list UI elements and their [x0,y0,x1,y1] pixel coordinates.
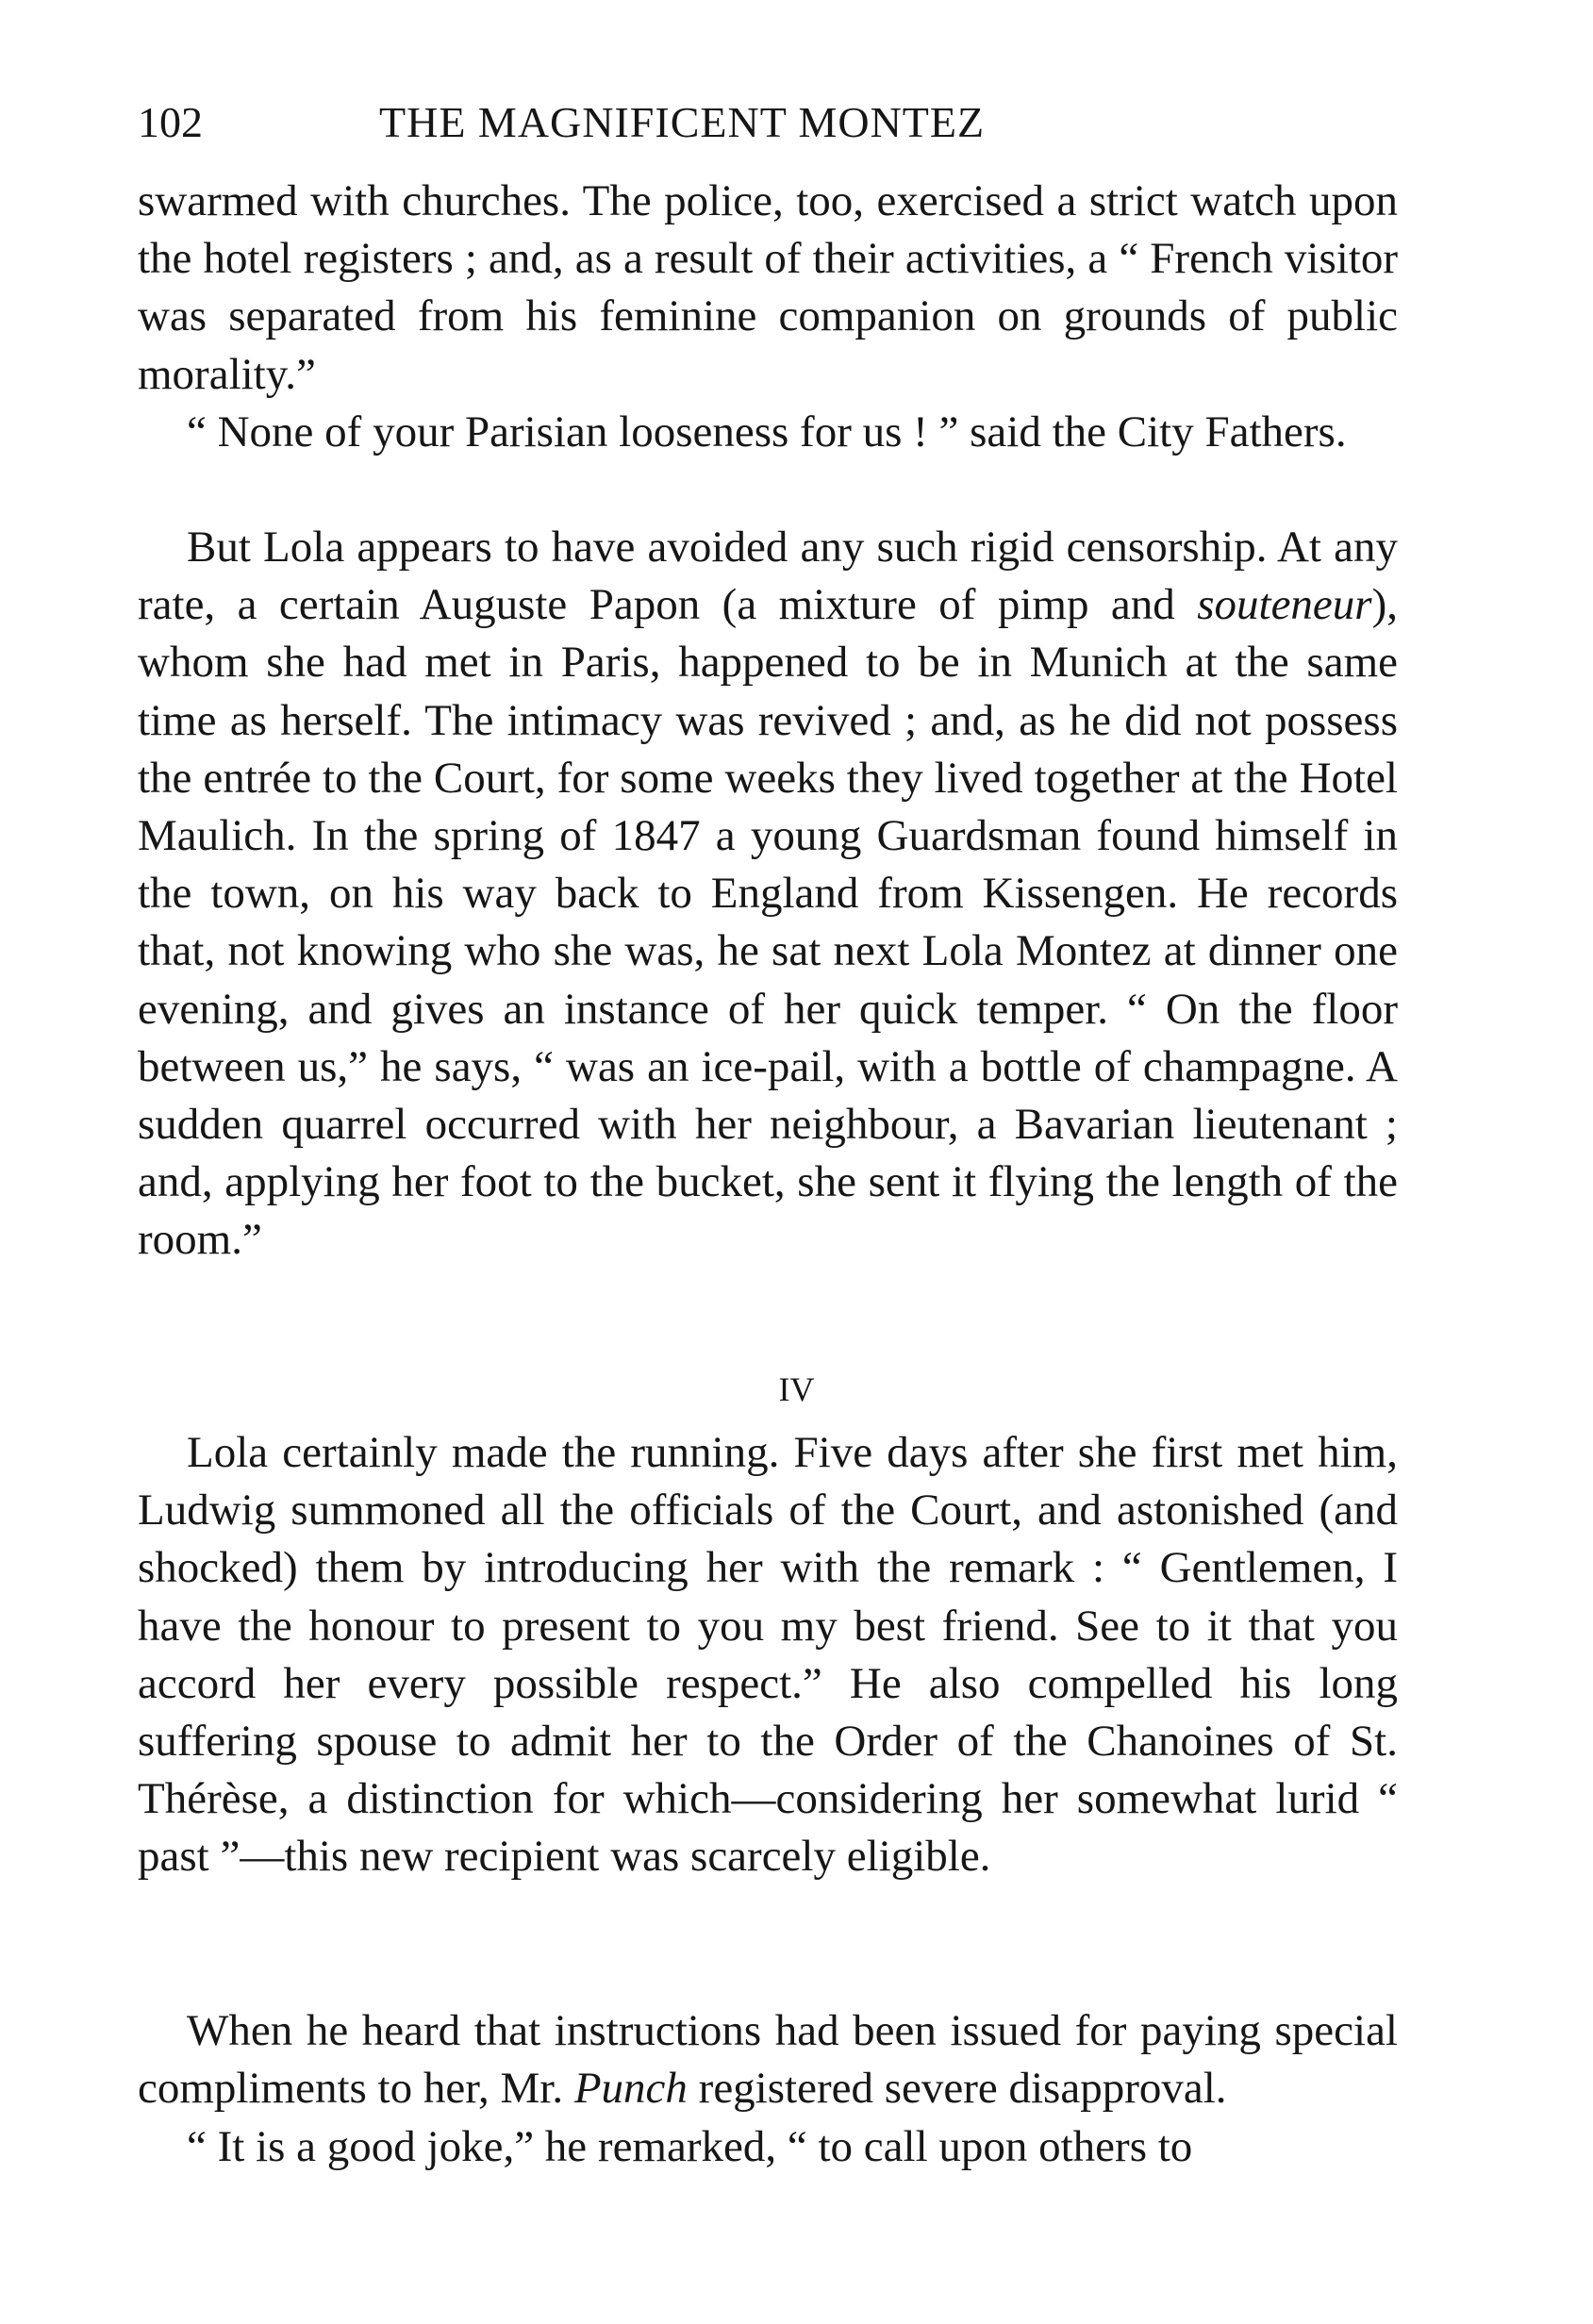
paragraph-text: But Lola appears to have avoided any such rigid censorship. At any rate, a certain Auguste Papon (a mixture of pimp and [138,523,1398,630]
paragraph-text: swarmed with churches. The police, too, exercised a strict watch upon the hotel registers ; and, as a result of their activities, a “ French visitor was separated from his feminine companion on grounds of public morality.” [138,176,1398,399]
paragraph-4 [138,1424,1398,1886]
paragraph-6 [138,2118,1398,2176]
paragraph-3 [138,519,1398,1270]
paragraph-text: Lola certainly made the running. Five days after she first met him, Ludwig summoned all the officials of the Court, and astonished (and shocked) them by introducing her with the remark : “ Gentlemen, I have the honour to present to you my best friend. See to it that you accord her every possible respect.” He also compelled his long suffering spouse to admit her to the Order of the Chanoines of St. Thérèse, a distinction for which—considering her somewhat lurid “ past ”—this new recipient was scarcely eligible. [138,1428,1398,1882]
page-number: 102 [138,98,203,146]
page-header [138,92,1398,153]
section-number: IV [778,1370,815,1408]
italic-word-souteneur: souteneur [1197,580,1372,630]
italic-word-punch: Punch [573,2064,688,2114]
paragraph-text: When he heard that instructions had been issued for paying special compliments to her, Mr. [138,2006,1398,2114]
paragraph-1 [138,173,1398,404]
paragraph-text: “ None of your Parisian looseness for us ! ” said the City Fathers. [187,407,1347,456]
paragraph-text: “ It is a good joke,” he remarked, “ to call upon others to [187,2122,1193,2171]
paragraph-text: ), whom she had met in Paris, happened to be in Munich at the same time as herself. The intimacy was revived ; and, as he did not possess the entrée to the Court, for some weeks they lived together at the Hotel Maulich. In the spring of 1847 a young Guardsman found himself in the town, on his way back to England from Kissengen. He records that, not knowing who she was, he sat next Lola Montez at dinner one evening, and gives an instance of her quick temper. “ On the floor between us,” he says, “ was an ice-pail, with a bottle of champagne. A sudden quarrel occurred with her neighbour, a Bavarian lieutenant ; and, applying her foot to the bucket, she sent it flying the length of the room.” [138,580,1398,1265]
paragraph-2 [138,404,1398,461]
paragraph-text: registered severe disapproval. [687,2064,1227,2114]
paragraph-5 [138,2002,1398,2117]
running-title: THE MAGNIFICENT MONTEZ [379,98,986,146]
